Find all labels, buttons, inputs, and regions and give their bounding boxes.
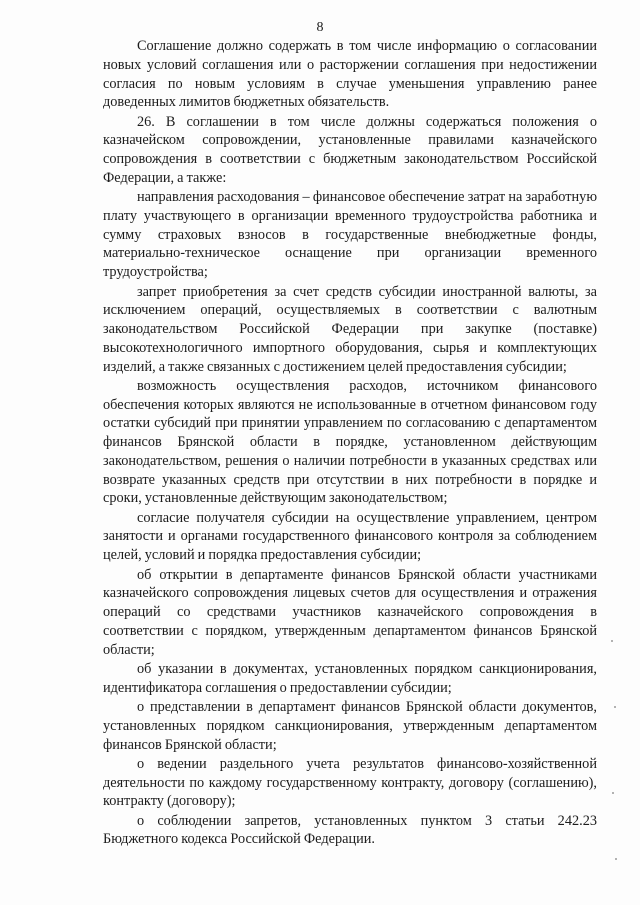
scan-speck	[615, 858, 617, 860]
paragraph-currency-ban: запрет приобретения за счет средств субсидии иностранной валюты, за исключением операций, осуществляемых в соответствии с валютным законодательством Российской Федерации при закупке (поставке) высокотехнологичного импортного оборудования, сырья и комплектующих изделий, а также связанных с достижением целей предоставления субсидии;	[103, 283, 597, 375]
paragraph-separate-accounting: о ведении раздельного учета результатов финансово-хозяйственной деятельности по каждому государственному контракту, договору (соглашению), контракту (договору);	[103, 755, 597, 810]
paragraph-agreement-identifier: об указании в документах, установленных порядком санкционирования, идентификатора соглашения о предоставлении субсидии;	[103, 660, 597, 696]
document-body	[103, 37, 597, 849]
paragraph-account-opening: об открытии в департаменте финансов Брянской области участниками казначейского сопровождения лицевых счетов для осуществления и отражения операций со средствами участников казначейского сопровождения в соответствии с порядком, утвержденным департаментом финансов Брянской области;	[103, 566, 597, 658]
paragraph-agreement-content: Соглашение должно содержать в том числе информацию о согласовании новых условий соглашения или о расторжении соглашения при недостижении согласия по новым условиям в случае уменьшения управлению ранее доведенных лимитов бюджетных обязательств.	[103, 38, 597, 111]
paragraph-control-consent: согласие получателя субсидии на осуществление управлением, центром занятости и органами государственного финансового контроля за соблюдением целей, условий и порядка предоставления субсидии;	[103, 509, 597, 564]
page-number: 8	[316, 20, 324, 35]
scan-speck	[612, 792, 614, 794]
paragraph-documents-submission: о представлении в департамент финансов Брянской области документов, установленных порядком санкционирования, утвержденным департаментом финансов Брянской области;	[103, 699, 597, 753]
paragraph-budget-code-bans: о соблюдении запретов, установленных пунктом 3 статьи 242.23 Бюджетного кодекса Российской Федерации.	[103, 812, 597, 848]
scan-speck	[611, 640, 613, 642]
scan-speck	[614, 706, 616, 708]
paragraph-unused-balances: возможность осуществления расходов, источником финансового обеспечения которых являются не использованные в отчетном финансовом году остатки субсидий при принятии управлением по согласованию с департаментом финансов Брянской области в порядке, установленном действующим законодательством, решения о наличии потребности в указанных средствах или возврате указанных средств при отсутствии в них потребности в порядке и сроки, установленные действующим законодательством;	[103, 377, 597, 507]
paragraph-clause-26: 26. В соглашении в том числе должны содержаться положения о казначейском сопровождении, установленные правилами казначейского сопровождения в соответствии с бюджетным законодательством Российской Федерации, а также:	[103, 113, 597, 186]
paragraph-spending-directions: направления расходования – финансовое обеспечение затрат на заработную плату участвующего в организации временного трудоустройства работника и сумму страховых взносов в государственные внебюджетные фонды, материально-техническое оснащение при организации временного трудоустройства;	[103, 189, 597, 281]
